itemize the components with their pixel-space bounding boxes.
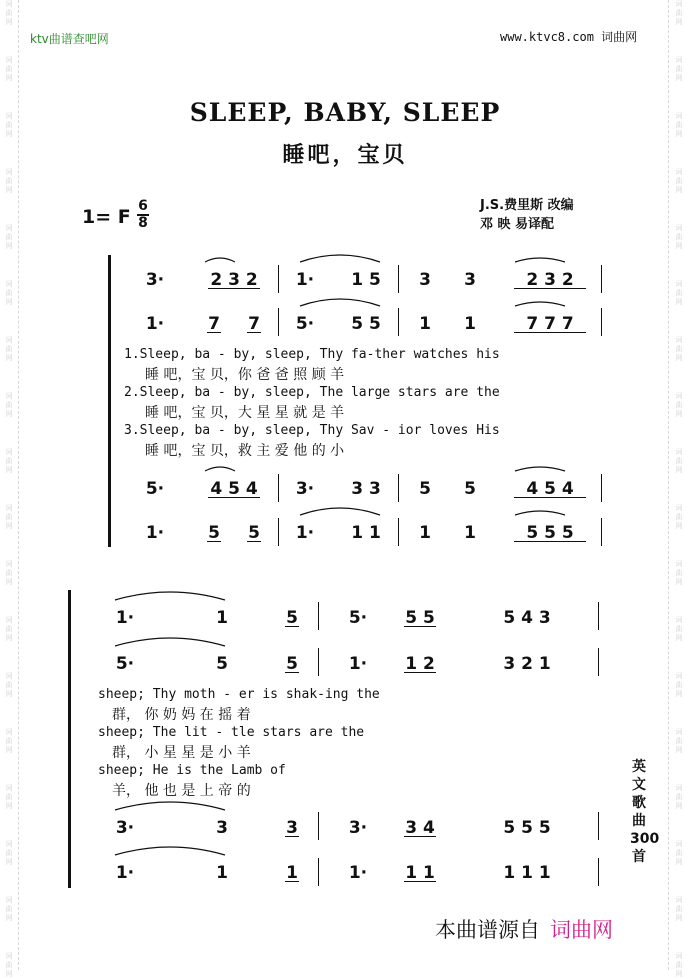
edge-watermark-mark: 词 曲 网 — [5, 952, 13, 978]
lyric-line-en-3: 3.Sleep, ba - by, sleep, Thy Sav - ior loves His — [124, 423, 500, 438]
edge-watermark-mark: 词 曲 网 — [675, 728, 683, 754]
footer-source-text: 本曲谱源自 — [435, 918, 540, 942]
note-group: 4 5 4 — [204, 479, 264, 499]
note: 3 — [281, 818, 303, 838]
translator-credit: 邓 映 易译配 — [480, 217, 555, 232]
edge-watermark-mark: 词 曲 网 — [5, 448, 13, 474]
edge-watermark-mark: 词 曲 网 — [675, 504, 683, 530]
right-site-label[interactable]: www.ktvc8.com 词曲网 — [500, 30, 638, 44]
edge-watermark-mark: 词 曲 网 — [675, 112, 683, 138]
note: 1· — [145, 314, 165, 334]
note: 1· — [115, 608, 135, 628]
lyric-line-cn-3: 睡 吧，宝 贝，救 主 爱 他 的 小 — [145, 443, 345, 459]
edge-watermark-mark: 词 曲 网 — [675, 952, 683, 978]
note-group: 3 4 — [400, 818, 440, 838]
note: 1 — [419, 523, 431, 543]
edge-watermark-mark: 词 曲 网 — [675, 0, 683, 26]
note-group: 7 7 7 — [510, 314, 590, 334]
edge-watermark-mark: 词 曲 网 — [5, 224, 13, 250]
note: 5· — [145, 479, 165, 499]
note: 1· — [348, 654, 368, 674]
edge-watermark-mark: 词 曲 网 — [5, 280, 13, 306]
song-title: SLEEP, BABY, SLEEP — [189, 98, 501, 127]
edge-watermark-mark: 词 曲 网 — [5, 672, 13, 698]
note: 7 — [243, 314, 265, 334]
note-group: 1 5 — [351, 270, 381, 290]
edge-watermark-mark: 词 曲 网 — [675, 168, 683, 194]
slur-arcs — [100, 580, 620, 880]
edge-watermark-mark: 词 曲 网 — [5, 840, 13, 866]
note: 5· — [295, 314, 315, 334]
edge-watermark-mark: 词 曲 网 — [5, 392, 13, 418]
note-group: 5 5 — [400, 608, 440, 628]
note-group: 5 5 5 — [503, 818, 551, 838]
note: 3· — [145, 270, 165, 290]
note: 1· — [295, 523, 315, 543]
note: 5 — [419, 479, 431, 499]
note: 3· — [115, 818, 135, 838]
note: 1· — [115, 863, 135, 883]
edge-watermark-mark: 词 曲 网 — [5, 336, 13, 362]
note: 1· — [295, 270, 315, 290]
edge-watermark-mark: 词 曲 网 — [675, 392, 683, 418]
edge-watermark-mark: 词 曲 网 — [5, 728, 13, 754]
lyric-line-en-2: sheep; The lit - tle stars are the — [98, 725, 365, 740]
note: 3 — [464, 270, 476, 290]
edge-watermark-mark: 词 曲 网 — [675, 448, 683, 474]
note: 1 — [464, 523, 476, 543]
lyric-line-cn-2: 群， 小 星 星 是 小 羊 — [112, 745, 251, 761]
edge-watermark-mark: 词 曲 网 — [5, 168, 13, 194]
arranger-credit: J.S.费里斯 改编 — [480, 198, 574, 213]
note-group: 2 3 2 — [204, 270, 264, 290]
note-group: 3 3 — [351, 479, 381, 499]
edge-watermark-mark: 词 曲 网 — [5, 784, 13, 810]
edge-watermark-mark: 词 曲 网 — [5, 616, 13, 642]
note: 5 — [464, 479, 476, 499]
edge-watermark-mark: 词 曲 网 — [675, 672, 683, 698]
note: 5 — [281, 608, 303, 628]
edge-watermark-mark: 词 曲 网 — [675, 224, 683, 250]
footer-source — [435, 914, 613, 944]
edge-watermark-mark: 词 曲 网 — [675, 280, 683, 306]
edge-watermark-mark: 词 曲 网 — [675, 560, 683, 586]
edge-watermark-mark: 词 曲 网 — [675, 56, 683, 82]
note-group: 1 2 — [400, 654, 440, 674]
edge-watermark-mark: 词 曲 网 — [675, 784, 683, 810]
edge-watermark-mark: 词 曲 网 — [5, 0, 13, 26]
note-group: 5 4 3 — [503, 608, 551, 628]
note: 1 — [216, 863, 228, 883]
edge-watermark-mark: 词 曲 网 — [675, 336, 683, 362]
note: 1· — [348, 863, 368, 883]
book-side-label: 英文歌曲300首 — [630, 759, 660, 865]
note-group: 1 1 — [351, 523, 381, 543]
lyric-line-en-3: sheep; He is the Lamb of — [98, 763, 286, 778]
edge-watermark-mark: 词 曲 网 — [5, 560, 13, 586]
note-group: 5 5 — [351, 314, 381, 334]
song-subtitle: 睡吧，宝贝 — [282, 143, 408, 168]
footer-source-link[interactable]: 词曲网 — [550, 918, 613, 942]
lyric-line-cn-1: 睡 吧，宝 贝，你 爸 爸 照 顾 羊 — [145, 367, 345, 383]
lyric-line-en-1: sheep; Thy moth - er is shak-ing the — [98, 687, 380, 702]
note: 3· — [348, 818, 368, 838]
lyric-line-cn-2: 睡 吧，宝 贝，大 星 星 就 是 羊 — [145, 405, 345, 421]
edge-watermark-mark: 词 曲 网 — [5, 112, 13, 138]
lyric-line-cn-3: 羊， 他 也 是 上 帝 的 — [112, 783, 251, 799]
edge-watermark-mark: 词 曲 网 — [5, 504, 13, 530]
note-group: 1 1 — [400, 863, 440, 883]
note: 1 — [281, 863, 303, 883]
lyric-line-cn-1: 群， 你 奶 妈 在 摇 着 — [112, 707, 251, 723]
note: 1 — [216, 608, 228, 628]
note-group: 5 5 5 — [510, 523, 590, 543]
note: 5 — [281, 654, 303, 674]
note: 5· — [115, 654, 135, 674]
edge-watermark-mark: 词 曲 网 — [675, 840, 683, 866]
edge-watermark-mark: 词 曲 网 — [5, 896, 13, 922]
note: 1 — [419, 314, 431, 334]
note: 3 — [419, 270, 431, 290]
edge-watermark-mark: 词 曲 网 — [675, 616, 683, 642]
lyric-line-en-1: 1.Sleep, ba - by, sleep, Thy fa-ther watches his — [124, 347, 500, 362]
note: 5· — [348, 608, 368, 628]
note-group: 1 1 1 — [503, 863, 551, 883]
time-signature: 6 8 — [138, 198, 148, 231]
note: 3 — [216, 818, 228, 838]
key-signature: 1= F — [82, 206, 131, 228]
note: 1· — [145, 523, 165, 543]
lyric-line-en-2: 2.Sleep, ba - by, sleep, The large stars are the — [124, 385, 500, 400]
note: 3· — [295, 479, 315, 499]
note: 1 — [464, 314, 476, 334]
note-group: 3 2 1 — [503, 654, 551, 674]
slur-arcs — [100, 250, 620, 550]
left-site-label[interactable]: ktv曲谱查吧网 — [30, 32, 109, 46]
note-group: 4 5 4 — [510, 479, 590, 499]
note-group: 2 3 2 — [510, 270, 590, 290]
note: 5 — [203, 523, 225, 543]
edge-watermark-mark: 词 曲 网 — [675, 896, 683, 922]
note: 5 — [216, 654, 228, 674]
note: 7 — [203, 314, 225, 334]
note: 5 — [243, 523, 265, 543]
edge-watermark-mark: 词 曲 网 — [5, 56, 13, 82]
